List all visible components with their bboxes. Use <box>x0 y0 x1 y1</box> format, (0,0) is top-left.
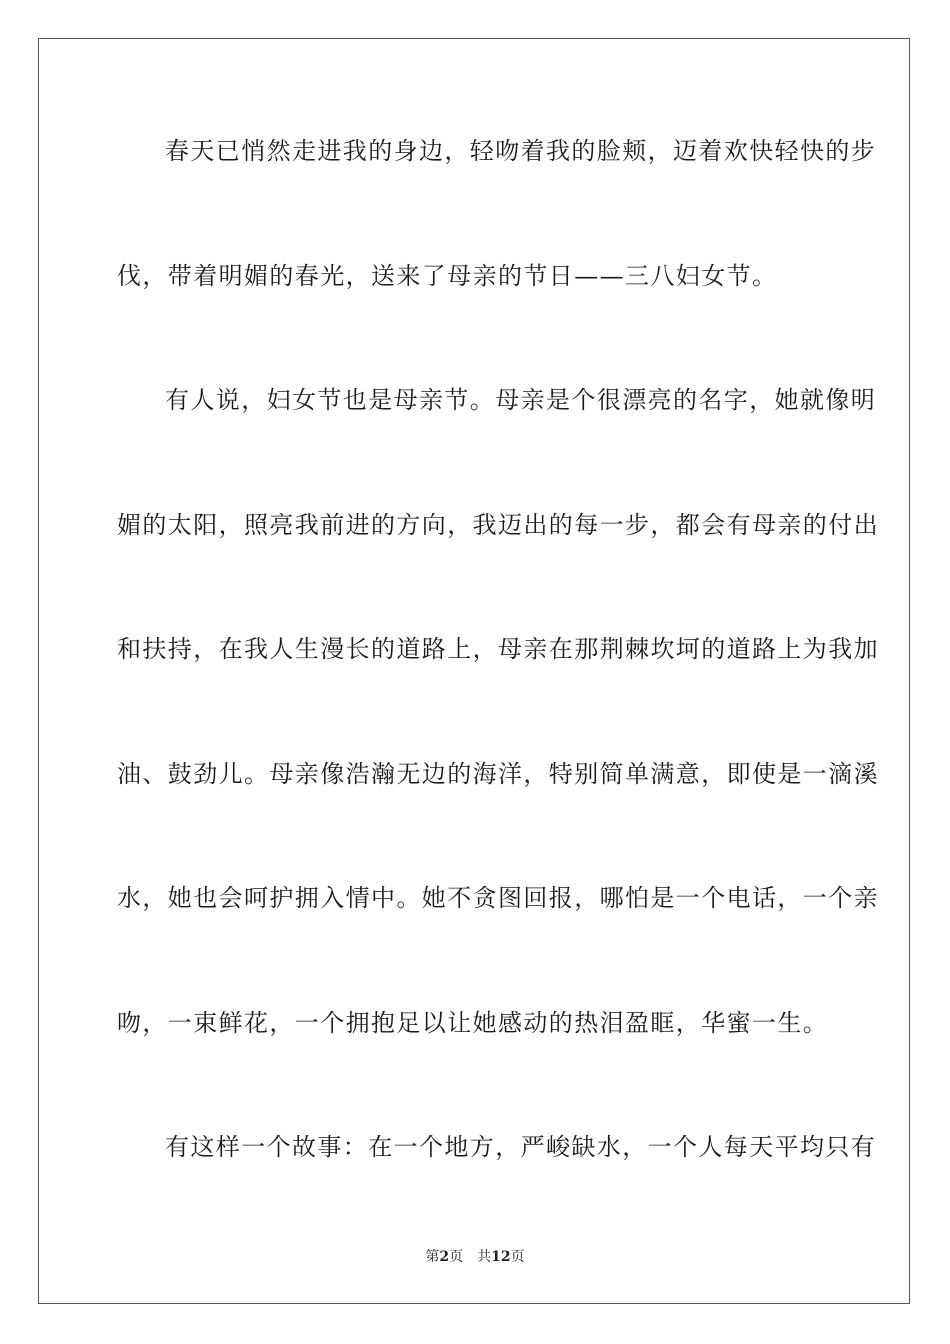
page-prefix: 第 <box>425 1249 440 1265</box>
paragraph-2-line-2: 媚的太阳，照亮我前进的方向，我迈出的每一步，都会有母亲的付出 <box>117 511 879 539</box>
paragraph-1-line-2: 伐，带着明媚的春光，送来了母亲的节日——三八妇女节。 <box>117 262 778 290</box>
paragraph-3-line-1: 有这样一个故事：在一个地方，严峻缺水，一个人每天平均只有 <box>165 1133 877 1161</box>
total-prefix: 共 <box>477 1249 492 1265</box>
paragraph-2-line-1: 有人说，妇女节也是母亲节。母亲是个很漂亮的名字，她就像明 <box>165 386 877 414</box>
total-unit: 页 <box>510 1249 525 1265</box>
page-footer <box>0 1246 950 1266</box>
paragraph-1-line-1: 春天已悄然走进我的身边，轻吻着我的脸颊，迈着欢快轻快的步 <box>165 137 877 165</box>
paragraph-2-line-6: 吻，一束鲜花，一个拥抱足以让她感动的热泪盈眶，华蜜一生。 <box>117 1009 829 1037</box>
page-unit: 页 <box>449 1249 464 1265</box>
total-page-count: 12 <box>491 1249 511 1265</box>
page-border <box>38 38 910 1304</box>
paragraph-2-line-3: 和扶持，在我人生漫长的道路上，母亲在那荆棘坎坷的道路上为我加 <box>117 635 879 663</box>
current-page-number: 2 <box>439 1249 450 1265</box>
paragraph-2-line-5: 水，她也会呵护拥入情中。她不贪图回报，哪怕是一个电话，一个亲 <box>117 884 879 912</box>
paragraph-2-line-4: 油、鼓劲儿。母亲像浩瀚无边的海洋，特别简单满意，即使是一滴溪 <box>117 760 879 788</box>
